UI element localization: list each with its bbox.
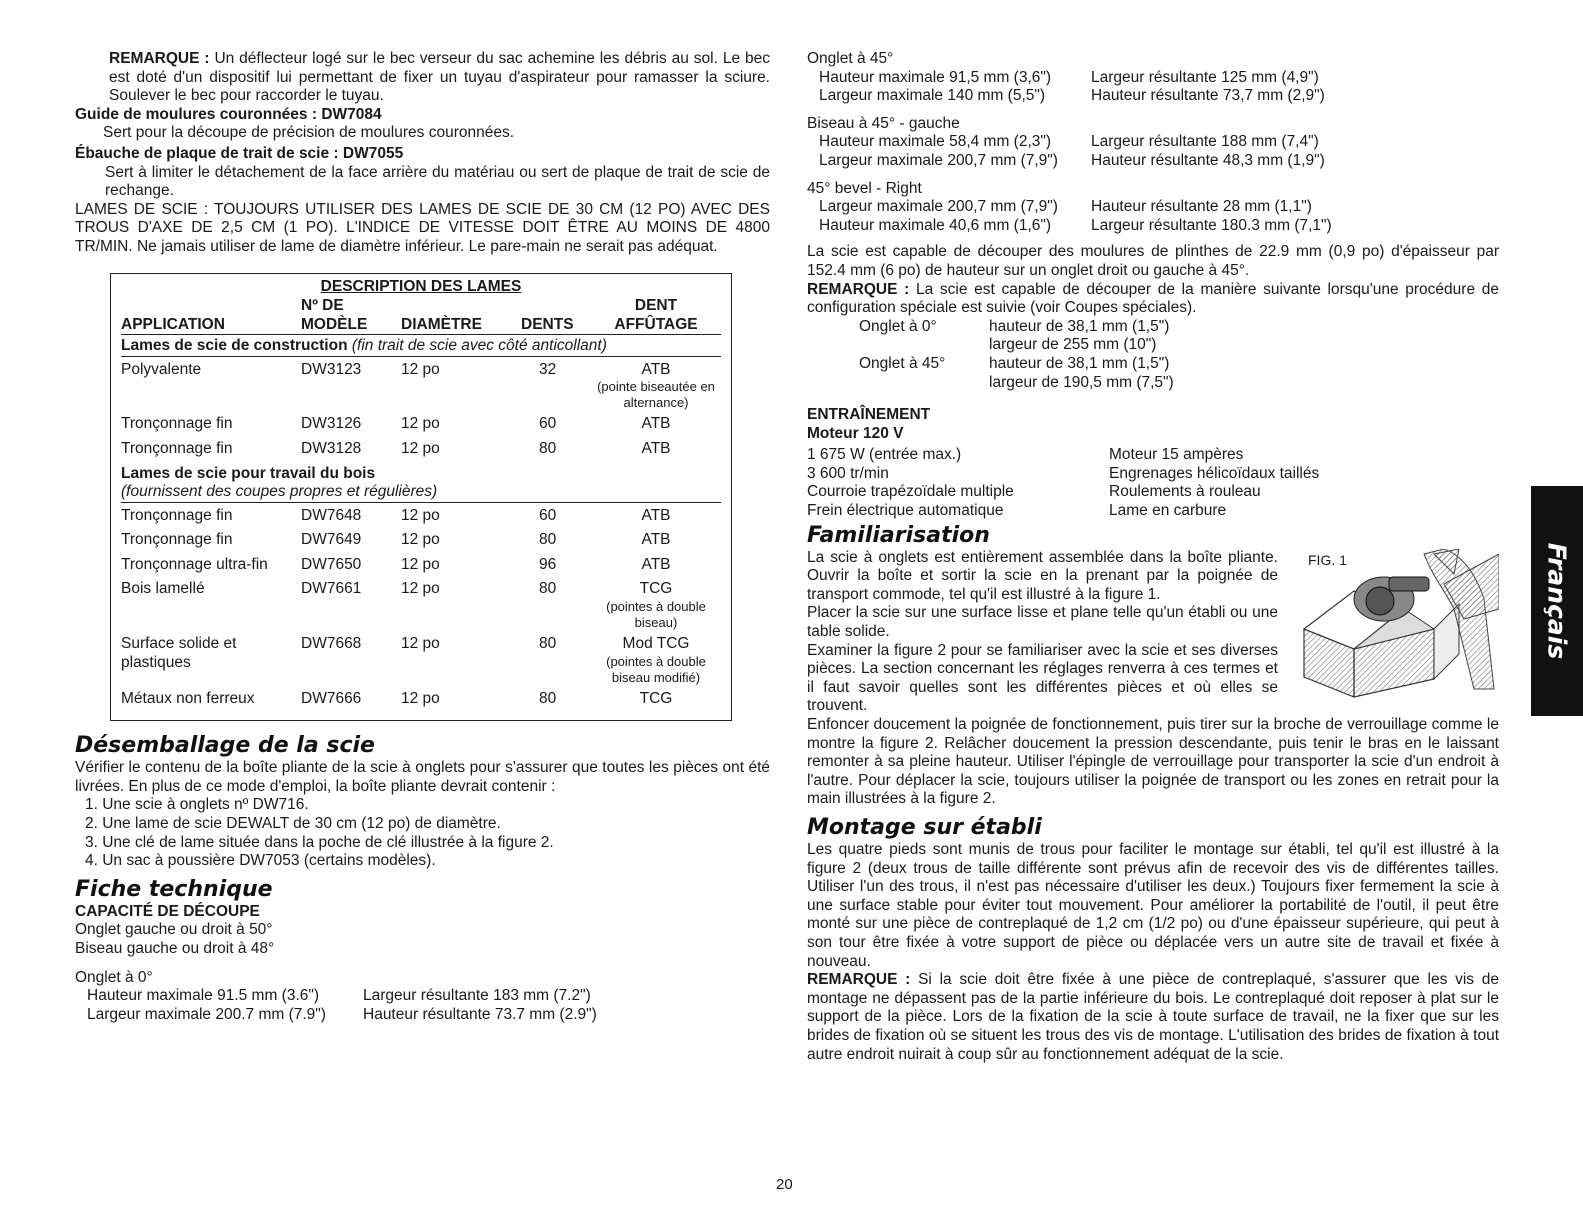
right-column [807,50,1499,1064]
language-tab-label: Français [1542,542,1572,660]
cell-aff [591,415,721,434]
cell-app: Surface solide et plastiques [121,635,237,671]
cell-aff-value: ATB [641,506,671,524]
remarque3-text: Si la scie doit être fixée à une pièce de contreplaqué, s'assurer que les vis de montage ne dépassent pas de la partie inférieure du bois. Le contreplaqué doit reposer à plat sur le support de la pièce. Lors de la fixation de la scie à toute surface de travail, ne la fixer que sur les brides de fixation où se situent les trous des vis de montage. L'utilisation des brides de fixation à tout autre endroit nuirait à coup sûr au fonctionnement adéquat de la scie. [807,971,1499,1063]
biseau-largeur-max: Largeur maximale 200,7 mm (7,9") [819,151,1058,169]
header-no: Nº DE [301,297,344,315]
blade-description-table [110,273,732,722]
cell-dia: 12 po [401,635,440,653]
language-thumb-tab [1531,486,1583,716]
onglet0-largeur-res: Largeur résultante 183 mm (7.2") [363,987,591,1005]
cell-dents: 60 [539,415,557,433]
biseau-hauteur-res: Hauteur résultante 48,3 mm (1,9") [1091,151,1325,169]
capacite-onglet: Onglet gauche ou droit à 50° [75,921,273,939]
remarque2-label: REMARQUE : [807,280,910,298]
cell-mod: DW7661 [301,580,362,598]
special-cut-onglet0-largeur: largeur de 255 mm (10") [989,336,1157,354]
onglet0-label: Onglet à 0° [75,968,153,986]
onglet0-row1 [75,987,770,1006]
drive-spec-left: Frein électrique automatique [807,502,1004,520]
cell-app: Tronçonnage fin [121,415,233,433]
cell-dia: 12 po [401,555,440,573]
desemballage-text: Vérifier le contenu de la boîte pliante de la scie à onglets pour s'assurer que toutes les pièces ont été livrées. En plus de ce mode d'emploi, la boîte pliante devrait contenir : [75,759,770,795]
remarque2-paragraph [807,281,1499,318]
cell-dia: 12 po [401,439,440,457]
cell-aff [591,361,721,412]
cell-app: Polyvalente [121,360,202,378]
list-item: 1. Une scie à onglets nº DW716. [85,796,309,814]
section-construction-desc: (fin trait de scie avec côté anticollant) [351,337,607,355]
section-bois [121,465,721,503]
cell-aff-value: TCG [639,689,673,707]
remarque3-label: REMARQUE : [807,971,911,989]
list-item: 4. Un sac à poussière DW7053 (certains modèles). [85,852,436,870]
special-cut-onglet45: Onglet à 45° [859,354,946,372]
table-row [121,415,721,434]
cell-dents: 80 [539,635,557,653]
header-dent: DENT [634,297,678,315]
cell-app: Bois lamellé [121,580,205,598]
familiarisation-p4: Enfoncer doucement la poignée de fonctionnement, puis tirer sur la broche de verrouillage comme le montre la figure 2. Relâcher doucement la pression descendante, puis tenir le bras en le laissant remonter à sa pleine hauteur. Utiliser l'épingle de verrouillage pour transporter la scie d'un endroit à l'autre. Pour déplacer la scie, toujours utiliser la poignée de transport ou les zones en retrait pour la main illustrées à la figure 2. [807,716,1499,808]
cell-mod: DW7666 [301,689,362,707]
drive-specs [807,446,1499,520]
biseau-label: Biseau à 45° - gauche [807,114,960,132]
bevel-hauteur-max: Hauteur maximale 40,6 mm (1,6") [819,216,1052,234]
drive-spec-left: Courroie trapézoïdale multiple [807,483,1014,501]
lames-warning: LAMES DE SCIE : TOUJOURS UTILISER DES LAMES DE SCIE DE 30 CM (12 PO) AVEC DES TROUS D'AXE DE 2,5 CM (1 PO). L'INDICE DE VITESSE DOIT ÊTRE AU MOINS DE 4800 TR/MIN. Ne jamais utiliser de lame de diamètre inférieur. Le pare-main ne serait pas adéquat. [75,200,770,255]
cell-dents: 80 [539,439,557,457]
bevel-row2 [807,217,1499,236]
capacite-heading: CAPACITÉ DE DÉCOUPE [75,902,260,920]
bevel-label: 45° bevel - Right [807,179,922,197]
section-construction-title: Lames de scie de construction [121,337,348,355]
cell-mod: DW7650 [301,555,362,573]
cell-aff-value: ATB [641,555,671,573]
cell-dia: 12 po [401,360,440,378]
onglet0-row2 [75,1006,770,1025]
cell-mod: DW7648 [301,506,362,524]
section-bois-desc: (fournissent des coupes propres et régulières) [121,483,721,503]
ebauche-text: Sert à limiter le détachement de la face arrière du matériau ou sert de plaque de trait de scie de rechange. [105,163,770,200]
cell-dia: 12 po [401,415,440,433]
familiarisation-p3: Examiner la figure 2 pour se familiariser avec la scie et ses diverses pièces. La section concernant les réglages renverra à ces termes et il faut savoir quelles sont les différentes pièces et où elles se trouvent. [807,641,1278,715]
cell-aff [591,440,721,459]
familiarisation-body [807,549,1499,809]
cell-aff [591,580,721,631]
onglet0-largeur-max: Largeur maximale 200.7 mm (7.9") [87,1005,326,1023]
table-row [121,635,721,686]
onglet45-label: Onglet à 45° [807,50,894,67]
special-cut-row4 [807,374,1499,393]
header-diametre: DIAMÈTRE [401,316,482,334]
table-header-row1 [121,296,721,315]
header-modele: MODÈLE [301,316,368,334]
cell-aff [591,690,721,709]
figure-1-label: FIG. 1 [1308,551,1347,568]
drive-spec-row [807,465,1499,484]
section-bois-title: Lames de scie pour travail du bois [121,464,376,482]
table-row [121,440,721,459]
cell-dia: 12 po [401,506,440,524]
cell-dia: 12 po [401,689,440,707]
cell-aff [591,556,721,575]
cell-mod: DW3123 [301,360,362,378]
montage-heading: Montage sur établi [807,814,1042,840]
drive-spec-row [807,483,1499,502]
remarque-text: Un déflecteur logé sur le bec verseur du sac achemine les débris au sol. Le bec est doté d'un dispositif lui permettant de fixer un tuyau d'aspirateur pour ramasser la sciure. Soulever le bec pour raccorder le tuyau. [109,50,770,105]
header-dents: DENTS [521,316,574,334]
cell-aff-value: Mod TCG [622,635,690,653]
cell-aff-note: (pointes à double biseau) [606,599,706,631]
special-cut-row1 [807,318,1499,337]
section-construction [121,337,721,357]
list-item: 3. Une clé de lame située dans la poche de clé illustrée à la figure 2. [85,833,554,851]
guide-text: Sert pour la découpe de précision de moulures couronnées. [103,124,515,142]
remarque2-text: La scie est capable de découper de la manière suivante lorsqu'une procédure de configuration spéciale est suivie (voir Coupes spéciales). [807,280,1499,317]
page-number: 20 [776,1176,793,1193]
remarque-label: REMARQUE : [109,50,210,67]
cell-mod: DW3128 [301,439,362,457]
desemballage-heading: Désemballage de la scie [75,733,375,759]
familiarisation-p1: La scie à onglets est entièrement assemblée dans la boîte pliante. Ouvrir la boîte et sortir la scie en la prenant par la poignée de transport commode, tel qu'il est illustré à la figure 1. [807,548,1278,603]
table-row [121,531,721,550]
drive-spec-right: Engrenages hélicoïdaux taillés [1109,464,1320,482]
table-row [121,580,721,631]
ebauche-heading: Ébauche de plaque de trait de scie : DW7055 [75,144,404,162]
left-column [75,50,770,1024]
familiarisation-p2: Placer la scie sur une surface lisse et plane telle qu'un établi ou une table solide. [807,604,1278,641]
biseau-largeur-res: Largeur résultante 188 mm (7,4") [1091,133,1319,151]
figure-1 [1284,549,1499,699]
cell-aff-value: TCG [639,580,673,598]
table-row [121,361,721,412]
moteur-heading: Moteur 120 V [807,424,904,442]
drive-spec-right: Roulements à rouleau [1109,483,1261,501]
bevel-hauteur-res: Hauteur résultante 28 mm (1,1") [1091,198,1312,216]
familiarisation-heading: Familiarisation [807,522,990,548]
cell-aff [591,635,721,686]
cell-aff-note: (pointes à double biseau modifié) [606,653,706,685]
cell-dia: 12 po [401,580,440,598]
cell-mod: DW7668 [301,635,362,653]
cell-app: Tronçonnage fin [121,439,233,457]
bevel-largeur-res: Largeur résultante 180.3 mm (7,1") [1091,216,1332,234]
onglet0-hauteur-max: Hauteur maximale 91.5 mm (3.6") [87,987,320,1005]
table-title: DESCRIPTION DES LAMES [320,277,522,295]
cell-aff [591,507,721,526]
onglet45-hauteur-res: Hauteur résultante 73,7 mm (2,9") [1091,87,1325,105]
biseau-row1 [807,133,1499,152]
cell-mod: DW3126 [301,415,362,433]
cell-dents: 32 [539,360,557,378]
cell-aff-value: ATB [641,439,671,457]
special-cut-onglet0: Onglet à 0° [859,317,937,335]
onglet45-row2 [807,87,1499,106]
cell-dents: 80 [539,531,557,549]
drive-spec-left: 1 675 W (entrée max.) [807,446,962,464]
onglet45-largeur-res: Largeur résultante 125 mm (4,9") [1091,68,1319,86]
cell-dents: 80 [539,580,557,598]
remarque3-paragraph [807,971,1499,1064]
special-cut-onglet45-largeur: largeur de 190,5 mm (7,5") [989,373,1174,391]
drive-spec-row [807,446,1499,465]
contents-list [75,796,770,870]
onglet45-hauteur-max: Hauteur maximale 91,5 mm (3,6") [819,68,1052,86]
saw-in-box-illustration [1284,549,1499,699]
guide-heading: Guide de moulures couronnées : DW7084 [75,105,382,123]
table-row [121,690,721,709]
cell-mod: DW7649 [301,531,362,549]
cell-dents: 96 [539,555,557,573]
cell-aff [591,531,721,550]
header-affutage: AFFÛTAGE [614,316,698,334]
montage-text: Les quatre pieds sont munis de trous pour faciliter le montage sur établi, tel qu'il est illustré à la figure 2 (deux trous de taille différente sont prévus afin de recevoir des vis de différentes tailles. Utiliser l'un des trous, il n'est pas nécessaire d'utiliser les deux.) Toujours fixer fermement la scie à une surface stable pour éviter tout mouvement. Pour améliorer la portabilité de l'outil, il peut être monté sur une pièce de contreplaqué de 1,2 cm (1/2 po) ou d'une épaisseur supérieure, qui peut à son tour être fixée à votre support de pièce ou déplacée vers un autre site de travail et fixée à nouveau. [807,840,1499,970]
cell-aff-value: ATB [641,360,671,378]
table-row [121,507,721,526]
bevel-largeur-max: Largeur maximale 200,7 mm (7,9") [819,198,1058,216]
onglet45-row1 [807,69,1499,88]
onglet45-largeur-max: Largeur maximale 140 mm (5,5") [819,87,1046,105]
table-header-row2 [121,315,721,335]
cell-dents: 80 [539,689,557,707]
bevel-row1 [807,198,1499,217]
cell-aff-note: (pointe biseautée en alternance) [597,379,715,411]
drive-spec-right: Moteur 15 ampères [1109,446,1244,464]
cell-aff-value: ATB [641,531,671,549]
cell-dents: 60 [539,506,557,524]
drive-spec-left: 3 600 tr/min [807,464,889,482]
section-bois-rows [121,507,721,709]
list-item: 2. Une lame de scie DEWALT de 30 cm (12 po) de diamètre. [85,815,501,833]
drive-spec-row [807,502,1499,521]
biseau-row2 [807,152,1499,171]
cell-app: Tronçonnage fin [121,531,233,549]
header-application: APPLICATION [121,316,225,334]
onglet0-hauteur-res: Hauteur résultante 73.7 mm (2.9") [363,1005,597,1023]
entrainement-heading: ENTRAÎNEMENT [807,406,931,424]
cell-app: Tronçonnage fin [121,506,233,524]
special-cut-row2 [807,336,1499,355]
table-row [121,556,721,575]
special-cut-onglet45-hauteur: hauteur de 38,1 mm (1,5") [989,354,1170,372]
special-cut-row3 [807,355,1499,374]
section-construction-rows [121,361,721,459]
capacite-biseau: Biseau gauche ou droit à 48° [75,940,275,957]
cell-aff-value: ATB [641,415,671,433]
remarque-paragraph [75,50,770,106]
biseau-hauteur-max: Hauteur maximale 58,4 mm (2,3") [819,133,1052,151]
cell-dia: 12 po [401,531,440,549]
special-cut-onglet0-hauteur: hauteur de 38,1 mm (1,5") [989,317,1170,335]
drive-spec-right: Lame en carbure [1109,502,1227,520]
cell-app: Métaux non ferreux [121,689,255,707]
fiche-heading: Fiche technique [75,876,273,902]
cell-app: Tronçonnage ultra-fin [121,555,268,573]
plinthes-text: La scie est capable de découper des moulures de plinthes de 22.9 mm (0,9 po) d'épaisseur par 152.4 mm (6 po) de hauteur sur un onglet droit ou gauche à 45°. [807,243,1499,279]
